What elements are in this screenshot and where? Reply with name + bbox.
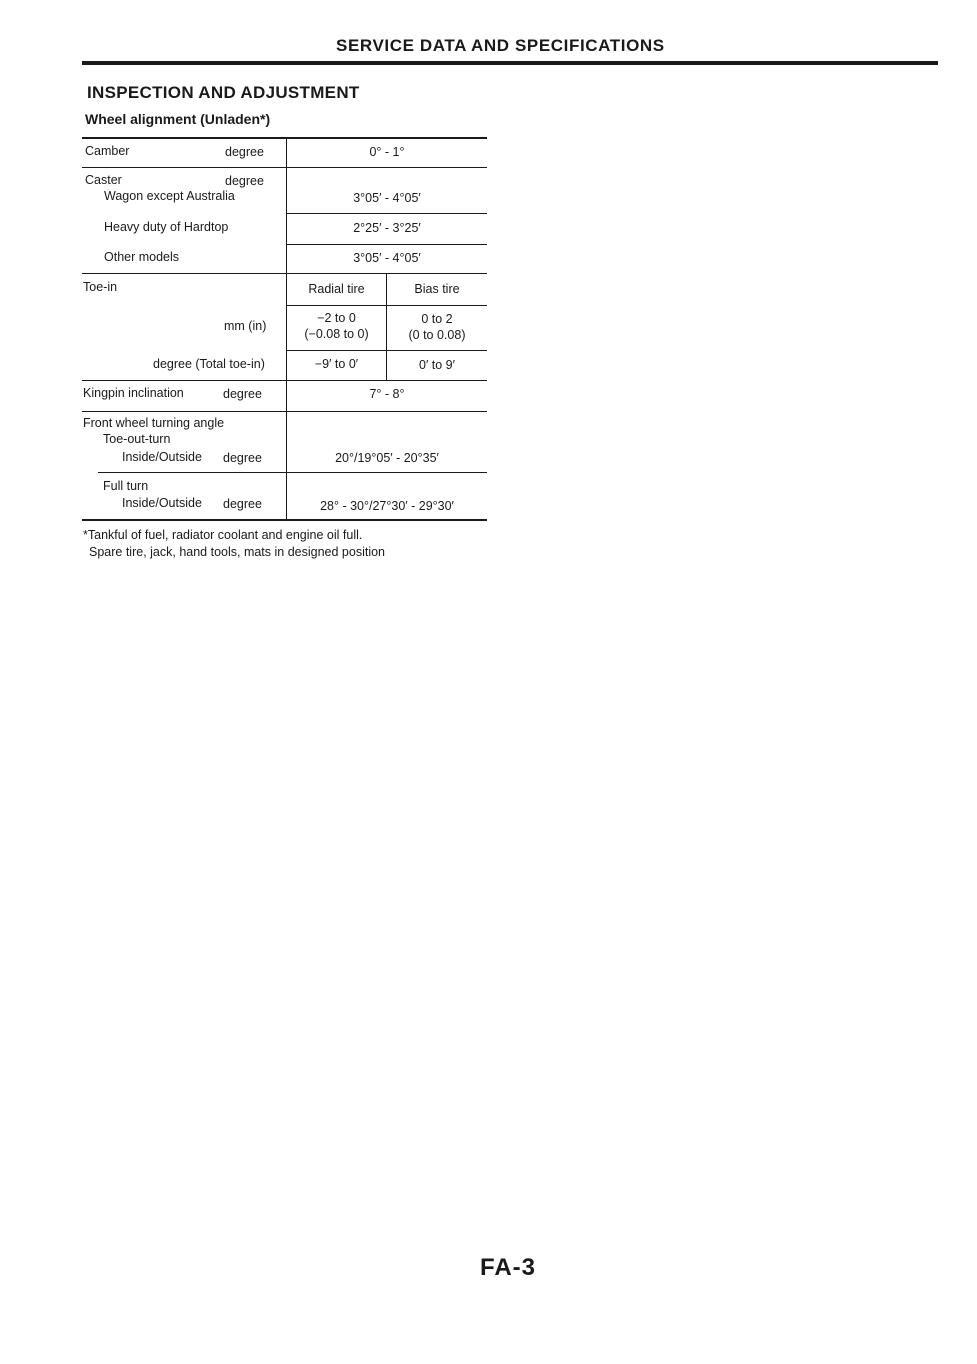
- toe-in-degree-label: degree (Total toe-in): [153, 357, 265, 371]
- table-rule: [287, 213, 487, 214]
- full-turn-inside-outside-label: Inside/Outside: [122, 496, 202, 510]
- header-rule: [82, 61, 938, 65]
- radial-mm-value: −2 to 0: [317, 311, 356, 325]
- table-rule: [287, 244, 487, 245]
- full-turn-value: 28° - 30°/27°30′ - 29°30′: [320, 499, 454, 513]
- caster-label: Caster: [85, 173, 122, 187]
- table-bottom-rule: [82, 519, 487, 521]
- toe-out-turn-label: Toe-out-turn: [103, 432, 171, 446]
- caster-heavy-value: 2°25′ - 3°25′: [353, 221, 421, 235]
- caster-wagon-value: 3°05′ - 4°05′: [353, 191, 421, 205]
- bias-mm-value: 0 to 2: [421, 312, 453, 326]
- full-turn-unit: degree: [223, 497, 262, 511]
- footnote-line-2: Spare tire, jack, hand tools, mats in designed position: [89, 545, 386, 559]
- radial-mm-inch-value: (−0.08 to 0): [304, 327, 369, 341]
- table-rule: [82, 167, 487, 168]
- table-rule: [82, 380, 487, 381]
- toe-in-mm-label: mm (in): [224, 319, 267, 333]
- camber-value: 0° - 1°: [369, 145, 405, 159]
- kingpin-label: Kingpin inclination: [83, 386, 184, 400]
- turning-angle-label: Front wheel turning angle: [83, 416, 225, 430]
- footnote-line-1: *Tankful of fuel, radiator coolant and engine oil full.: [83, 528, 363, 542]
- full-turn-label: Full turn: [103, 479, 149, 493]
- section-heading: INSPECTION AND ADJUSTMENT: [87, 83, 360, 102]
- table-title: Wheel alignment (Unladen*): [85, 111, 271, 127]
- toe-out-inside-outside-label: Inside/Outside: [122, 450, 202, 464]
- bias-tire-header: Bias tire: [414, 282, 460, 296]
- kingpin-value: 7° - 8°: [369, 387, 405, 401]
- section-header: SERVICE DATA AND SPECIFICATIONS: [336, 36, 665, 55]
- table-rule: [82, 273, 487, 274]
- bias-mm-inch-value: (0 to 0.08): [408, 328, 466, 342]
- caster-wagon-label: Wagon except Australia: [104, 189, 235, 203]
- toe-out-unit: degree: [223, 451, 262, 465]
- radial-degree-value: −9′ to 0′: [314, 357, 359, 371]
- toe-in-label: Toe-in: [83, 280, 118, 294]
- table-rule: [98, 472, 487, 473]
- table-top-rule: [82, 137, 487, 139]
- caster-heavy-label: Heavy duty of Hardtop: [104, 220, 229, 234]
- table-rule: [287, 350, 487, 351]
- bias-degree-value: 0′ to 9′: [419, 358, 455, 372]
- caster-other-value: 3°05′ - 4°05′: [353, 251, 421, 265]
- caster-unit: degree: [225, 174, 264, 188]
- radial-tire-header: Radial tire: [308, 282, 365, 296]
- page-number: FA-3: [480, 1254, 537, 1281]
- table-rule: [82, 411, 487, 412]
- toe-out-value: 20°/19°05′ - 20°35′: [335, 451, 439, 465]
- camber-unit: degree: [225, 145, 264, 159]
- table-rule: [287, 305, 487, 306]
- kingpin-unit: degree: [223, 387, 262, 401]
- caster-other-label: Other models: [104, 250, 180, 264]
- camber-label: Camber: [85, 144, 130, 158]
